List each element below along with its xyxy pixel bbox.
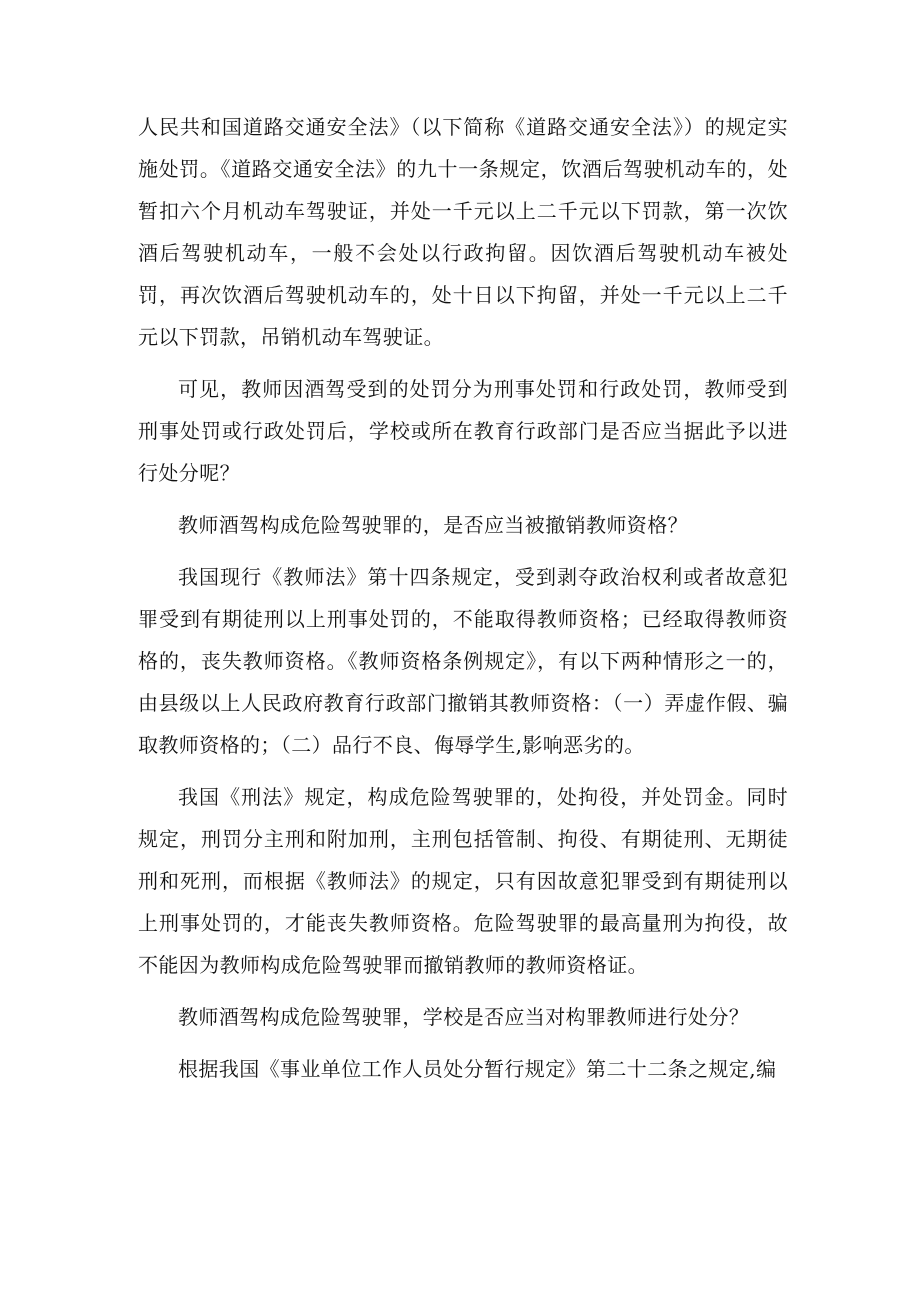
paragraph-2: 可见，教师因酒驾受到的处罚分为刑事处罚和行政处罚，教师受到刑事处罚或行政处罚后，学校或所在教育行政部门是否应当据此予以进行处分呢？ xyxy=(138,377,788,485)
paragraph-5: 我国《刑法》规定，构成危险驾驶罪的，处拘役，并处罚金。同时规定，刑罚分主刑和附加刑，主刑包括管制、拘役、有期徒刑、无期徒刑和死刑，而根据《教师法》的规定，只有因故意犯罪受到有期徒刑以上刑事处罚的，才能丧失教师资格。危险驾驶罪的最高量刑为拘役，故不能因为教师构成危险驾驶罪而撤销教师的教师资格证。 xyxy=(138,785,788,977)
paragraph-3-question: 教师酒驾构成危险驾驶罪的，是否应当被撤销教师资格？ xyxy=(178,513,688,537)
paragraph-6-question: 教师酒驾构成危险驾驶罪，学校是否应当对构罪教师进行处分？ xyxy=(178,1005,750,1029)
paragraph-1: 人民共和国道路交通安全法》（以下简称《道路交通安全法》）的规定实施处罚。《道路交通安全法》的九十一条规定，饮酒后驾驶机动车的，处暂扣六个月机动车驾驶证，并处一千元以上二千元以下罚款，第一次饮酒后驾驶机动车，一般不会处以行政拘留。因饮酒后驾驶机动车被处罚，再次饮酒后驾驶机动车的，处十日以下拘留，并处一千元以上二千元以下罚款，吊销机动车驾驶证。 xyxy=(138,115,788,349)
paragraph-4: 我国现行《教师法》第十四条规定，受到剥夺政治权利或者故意犯罪受到有期徒刑以上刑事处罚的，不能取得教师资格；已经取得教师资格的，丧失教师资格。《教师资格条例规定》，有以下两种情形之一的，由县级以上人民政府教育行政部门撤销其教师资格：（一）弄虚作假、骗取教师资格的；（二）品行不良、侮辱学生,影响恶劣的。 xyxy=(138,565,788,757)
document-body xyxy=(138,106,788,1100)
paragraph-7: 根据我国《事业单位工作人员处分暂行规定》第二十二条之规定,编 xyxy=(178,1057,777,1081)
